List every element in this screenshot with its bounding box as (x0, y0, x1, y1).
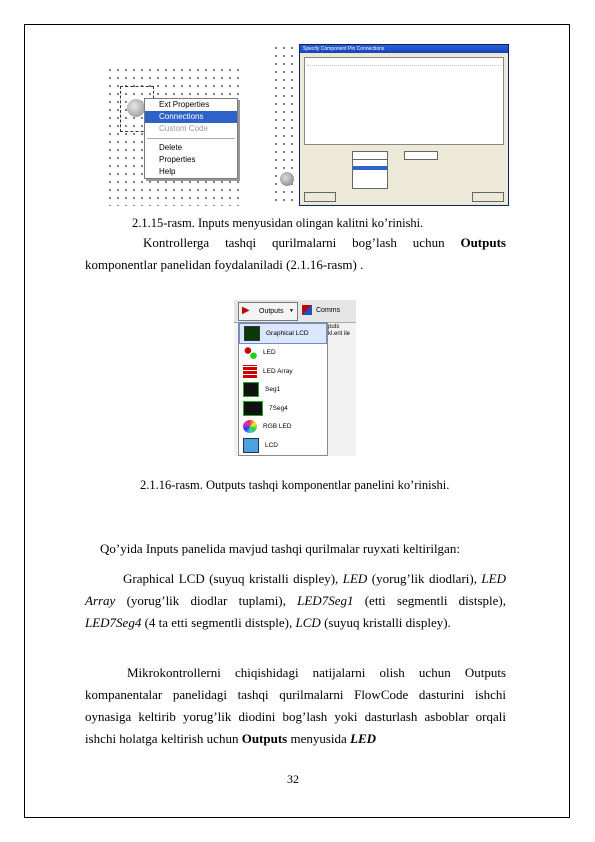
menu-graphical-lcd[interactable] (239, 323, 327, 344)
menu-led[interactable] (239, 344, 327, 363)
led-bold-italic: LED (350, 731, 377, 746)
menu-delete[interactable]: Delete (159, 143, 183, 152)
menu-7seg4[interactable] (239, 399, 327, 418)
menu-properties[interactable]: Properties (159, 155, 196, 164)
outputs-toolbar-button[interactable] (238, 302, 298, 321)
switch-icon (280, 172, 294, 186)
outputs-dropdown-menu (238, 322, 328, 456)
menu-ext-properties[interactable]: Ext Properties (159, 100, 210, 109)
menu-seg1[interactable] (239, 381, 327, 400)
connections-list[interactable] (304, 57, 504, 145)
outputs-menu-screenshot (234, 300, 356, 456)
seg4-icon (243, 401, 263, 416)
paragraph-inputs-list: Qo’yida Inputs panelida mavjud tashqi qurilmalar ruyxati keltirilgan: (100, 541, 460, 556)
led-array-icon (243, 365, 257, 378)
comms-icon (302, 305, 312, 315)
list-row (307, 60, 501, 66)
port-dropdown-list[interactable] (352, 159, 388, 189)
side-text: puts kl.ent ile (328, 324, 351, 337)
led7seg1-italic: LED7Seg1 (297, 593, 354, 608)
left-button[interactable] (304, 192, 336, 202)
menu-label: LED (263, 349, 276, 357)
menu-separator (147, 138, 235, 139)
flowcode-canvas-left (106, 66, 244, 206)
rgb-led-icon (243, 420, 257, 433)
dropdown-selected (353, 166, 387, 170)
led7seg4-italic: LED7Seg4 (85, 615, 142, 630)
comms-label: Comms (316, 307, 341, 314)
dialog-title: Specify Component Pin Connections (300, 45, 508, 53)
para1-line2: komponentlar panelidan foydalaniladi (2.1.16-rasm) . (85, 257, 364, 272)
text: (etti segmentli distsple), (353, 593, 506, 608)
outputs-label: Outputs (259, 308, 284, 315)
ok-button[interactable] (472, 192, 504, 202)
menu-lcd[interactable] (239, 436, 327, 455)
outputs-bold: Outputs (241, 731, 288, 746)
text: Mikrokontrollerni chiqishidagi natijalarni olish uchun Outputs kompanentalar panelidagi tashqi qurilmalarni FlowCode dasturini ishchi oynasiga keltirib yorug’lik diodini bog’lash yoki dasturlash asboblar orqali ishchi holatga keltirish uchun (85, 665, 506, 746)
paragraph-devices (85, 568, 506, 634)
menu-led-array[interactable] (239, 362, 327, 381)
outputs-arrow-icon: ▶ (242, 305, 250, 316)
menu-label: LCD (265, 441, 279, 449)
menu-connections[interactable]: Connections (145, 111, 237, 123)
text: (yorug’lik diodlar tuplami), (115, 593, 298, 608)
outputs-bold: Outputs (460, 235, 506, 250)
chevron-down-icon: ▼ (289, 308, 294, 314)
menu-label: 7Seg4 (269, 404, 288, 412)
graphical-lcd-icon (244, 326, 260, 341)
menu-rgb-led[interactable] (239, 418, 327, 437)
comms-toolbar-button[interactable] (300, 302, 352, 319)
page-number: 32 (287, 772, 299, 786)
seg1-icon (243, 382, 259, 397)
led-array-italic: LED Array (85, 571, 506, 608)
text: (yorug’lik diodlari), (367, 571, 482, 586)
lcd-italic: LCD (295, 615, 321, 630)
context-menu (144, 98, 238, 179)
paragraph-outputs-usage (85, 662, 506, 750)
led-icon (243, 346, 257, 359)
bit-select[interactable] (404, 151, 438, 160)
flowcode-canvas-right (272, 44, 508, 206)
text: (4 ta etti segmentli distsple), (141, 615, 296, 630)
toolbar (234, 300, 356, 323)
switch-icon (127, 99, 145, 117)
menu-label: LED Array (263, 367, 293, 375)
lcd-icon (243, 438, 259, 453)
text: menyusida (287, 731, 351, 746)
paragraph-outputs-intro (85, 232, 506, 276)
figure-caption-2: 2.1.16-rasm. Outputs tashqi komponentlar panelini ko’rinishi. (140, 478, 450, 492)
para1-text: Kontrollerga tashqi qurilmalarni bog’lash uchun (143, 235, 461, 250)
text: (suyuq kristalli displey). (320, 615, 451, 630)
menu-label: RGB LED (263, 423, 292, 431)
led-italic: LED (342, 571, 368, 586)
menu-help[interactable]: Help (159, 167, 176, 176)
text: Graphical LCD (suyuq kristalli displey), (123, 571, 343, 586)
pin-connections-dialog (299, 44, 509, 206)
menu-custom-code[interactable]: Custom Code (159, 124, 208, 133)
figure-caption-1: 2.1.15-rasm. Inputs menyusidan olingan kalitni ko’rinishi. (132, 216, 424, 230)
menu-label: Graphical LCD (266, 329, 309, 337)
menu-label: Seg1 (265, 386, 281, 394)
